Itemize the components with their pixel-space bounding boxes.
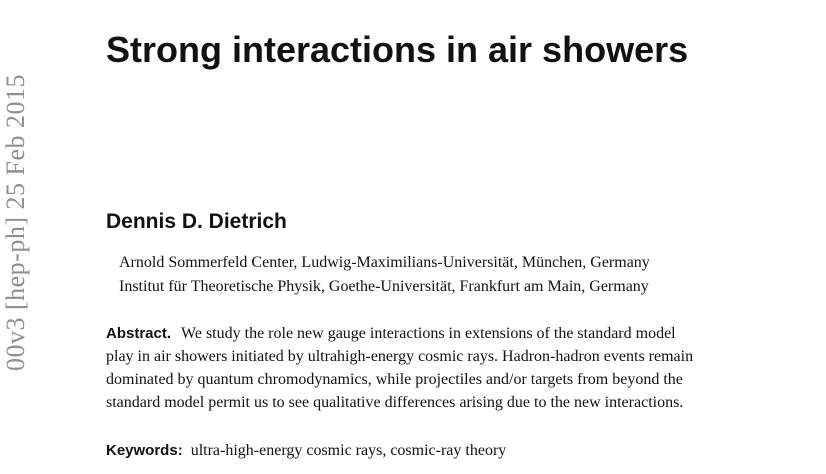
affiliations-block (119, 251, 650, 299)
paper-title: Strong interactions in air showers (106, 29, 689, 70)
affiliation-line: Institut für Theoretische Physik, Goethe-Universität, Frankfurt am Main, Germany (119, 278, 649, 295)
abstract-text: We study the role new gauge interactions in extensions of the standard model (181, 325, 676, 342)
abstract-line: play in air showers initiated by ultrahigh-energy cosmic rays. Hadron-hadron events remain (106, 348, 694, 365)
author-name: Dennis D. Dietrich (106, 210, 287, 233)
keywords-text: ultra-high-energy cosmic rays, cosmic-ray theory (190, 442, 507, 459)
abstract-block (106, 322, 826, 414)
abstract-line: dominated by quantum chromodynamics, while projectiles and/or targets from beyond the (106, 371, 683, 388)
abstract-line (106, 322, 826, 345)
keywords-line (106, 439, 506, 462)
affiliation-line: Arnold Sommerfeld Center, Ludwig-Maximilians-Universität, München, Germany (119, 254, 650, 271)
abstract-line: standard model permit us to see qualitative differences arising due to the new interactions. (106, 394, 684, 411)
keywords-label: Keywords: (106, 442, 183, 459)
arxiv-identifier-stamp: 00v3 [hep-ph] 25 Feb 2015 (1, 74, 30, 372)
abstract-label: Abstract. (106, 325, 172, 342)
